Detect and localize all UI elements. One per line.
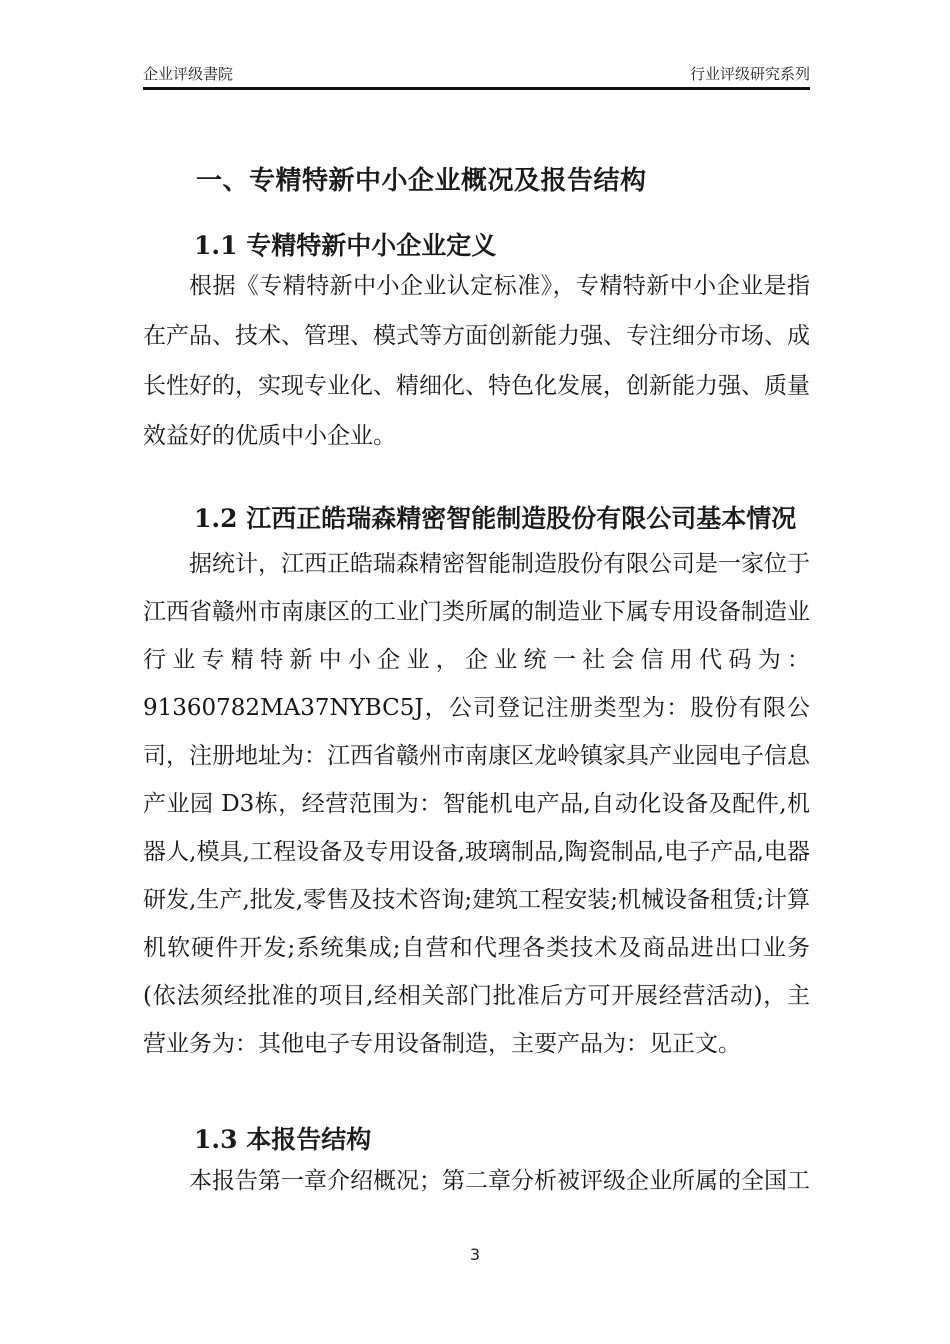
- section-heading-1-1: 1.1 专精特新中小企业定义: [194, 230, 497, 260]
- header-left-text: 企业评级書院: [143, 65, 234, 83]
- header-right-text: 行业评级研究系列: [689, 65, 810, 83]
- section-1-3-paragraph: 本报告第一章介绍概况；第二章分析被评级企业所属的全国工: [189, 1168, 810, 1194]
- section-1-2-paragraph: 据统计，江西正皓瑞森精密智能制造股份有限公司是一家位于江西省赣州市南康区的工业门类所属的制造业下属专用设备制造业行业专精特新中小企业，企业统一社会信用代码为：91360782MA37NYBC5J，公司登记注册类型为：股份有限公司，注册地址为：江西省赣州市南康区龙岭镇家具产业园电子信息产业园 D3栋，经营范围为：智能机电产品,自动化设备及配件,机器人,模具,工程设备及专用设备,玻璃制品,陶瓷制品,电子产品,电器研发,生产,批发,零售及技术咨询;建筑工程安装;机械设备租赁;计算机软硬件开发;系统集成;自营和代理各类技术及商品进出口业务(依法须经批准的项目,经相关部门批准后方可开展经营活动)，主营业务为：其他电子专用设备制造，主要产品为：见正文。: [143, 551, 810, 1057]
- section-1-1-paragraph: 根据《专精特新中小企业认定标准》，专精特新中小企业是指在产品、技术、管理、模式等方面创新能力强、专注细分市场、成长性好的，实现专业化、精细化、特色化发展，创新能力强、质量效益好的优质中小企业。: [143, 273, 810, 449]
- header-rule: [143, 87, 810, 90]
- section-heading-1-2: 1.2 江西正皓瑞森精密智能制造股份有限公司基本情况: [194, 503, 797, 533]
- chapter-title: 一、专精特新中小企业概况及报告结构: [196, 166, 647, 197]
- section-heading-1-3: 1.3 本报告结构: [194, 1124, 372, 1154]
- page-number: 3: [469, 1245, 481, 1264]
